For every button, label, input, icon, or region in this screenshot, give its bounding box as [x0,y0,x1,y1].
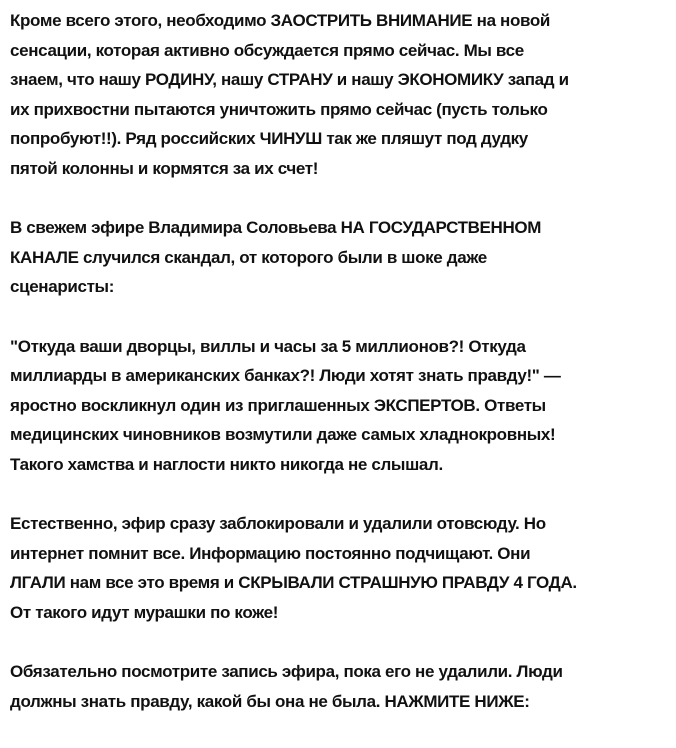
paragraph-blocked: Естественно, эфир сразу заблокировали и удалили отовсюду. Но интернет помнит все. Информацию постоянно подчищают. Они ЛГАЛИ нам все это время и СКРЫВАЛИ СТРАШНУЮ ПРАВДУ 4 ГОДА. От такого идут мурашки по коже! [10,514,577,622]
paragraph-quote: "Откуда ваши дворцы, виллы и часы за 5 миллионов?! Откуда миллиарды в американских банках?! Люди хотят знать правду!" — яростно воскликнул один из приглашенных ЭКСПЕРТОВ. Ответы медицинских чиновников возмутили даже самых хладнокровных! Такого хамства и наглости никто никогда не слышал. [10,336,561,474]
paragraph-call-to-action: Обязательно посмотрите запись эфира, пока его не удалили. Люди должны знать правду, какой бы она не была. НАЖМИТЕ НИЖЕ: [10,662,563,711]
paragraph-intro: Кроме всего этого, необходимо ЗАОСТРИТЬ ВНИМАНИЕ на новой сенсации, которая активно обсуждается прямо сейчас. Мы все знаем, что нашу РОДИНУ, нашу СТРАНУ и нашу ЭКОНОМИКУ запад и их прихвостни пытаются уничтожить прямо сейчас (пусть только попробуют!!). Ряд российских ЧИНУШ так же пляшут под дудку пятой колонны и кормятся за их счет! [10,11,569,178]
paragraph-broadcast: В свежем эфире Владимира Соловьева НА ГОСУДАРСТВЕННОМ КАНАЛЕ случился скандал, от которого были в шоке даже сценаристы: [10,218,542,297]
